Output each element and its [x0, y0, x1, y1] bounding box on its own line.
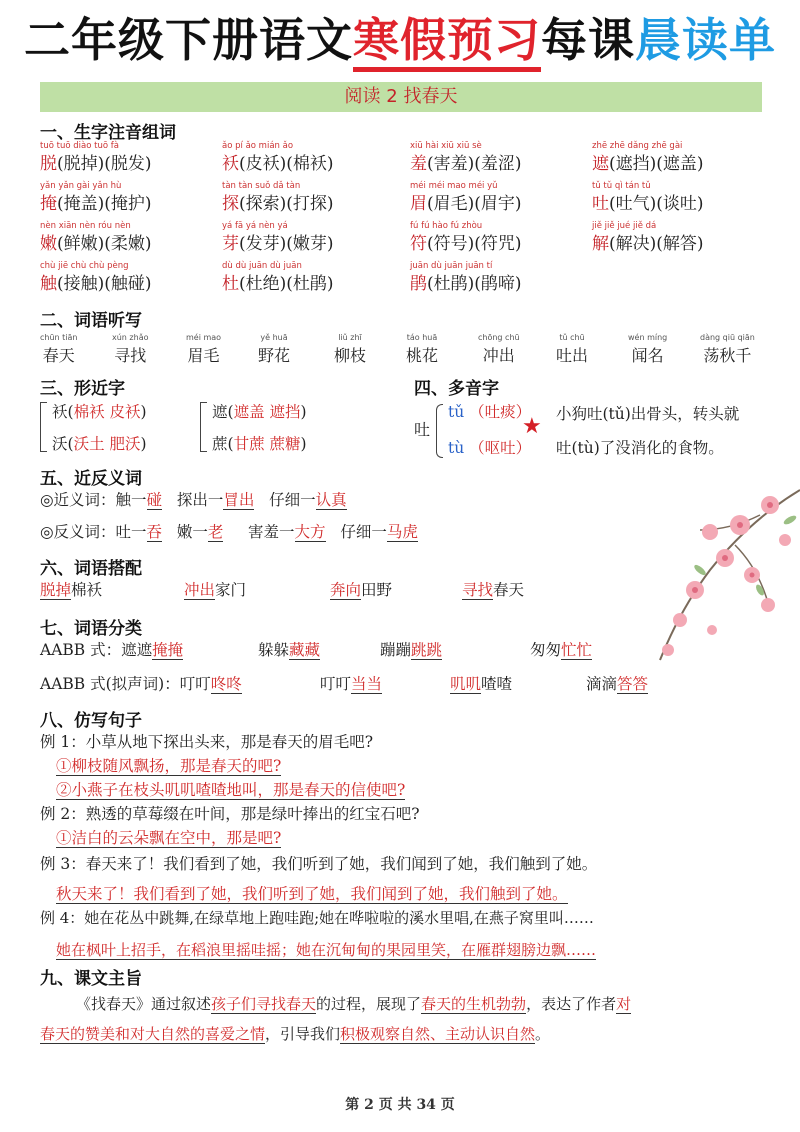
pinyin-label: méi mao — [186, 333, 222, 342]
word-pair: (探索)(打探) — [239, 194, 334, 214]
section-heading-theme: 九、课文主旨 — [40, 969, 142, 989]
dictation-word-text: 荡秋千 — [703, 346, 752, 365]
head-character: 嫩 — [40, 234, 57, 254]
classify-row-1: AABB 式：遮遮掩掩 — [40, 641, 184, 659]
answer-sentence: 秋天来了！我们看到了她，我们听到了她，我们闻到了她，我们触到了她。 — [56, 885, 568, 903]
pinyin-label: xiū hài xiū xiū sè — [410, 141, 482, 151]
dictation-word-text: 闻名 — [631, 346, 664, 365]
pinyin-label: ǎo pí ǎo mián ǎo — [222, 141, 294, 151]
pinyin-label: dù dù juān dù juān — [222, 261, 302, 271]
character-entry — [222, 140, 412, 176]
classify-item: 蹦蹦跳跳 — [380, 641, 443, 659]
section-heading-dictation: 二、词语听写 — [40, 311, 142, 331]
head-character: 杜 — [222, 274, 239, 294]
similar-word-row: 沃(沃土 肥沃) — [52, 435, 147, 453]
pinyin-label: juān dù juān juān tí — [410, 261, 493, 271]
pinyin-label: xún zhǎo — [112, 333, 149, 342]
pinyin-label: zhē zhē dǎng zhē gài — [592, 141, 683, 151]
pinyin-label: jiě jiě jué jiě dá — [592, 221, 657, 231]
head-character: 袄 — [222, 154, 239, 174]
character-entry — [222, 180, 412, 216]
word-pair: (鲜嫩)(柔嫩) — [57, 234, 152, 254]
character-entry — [592, 180, 782, 216]
word-pair: (解决)(解答) — [609, 234, 704, 254]
character-words — [40, 192, 230, 216]
polyphone-brace — [436, 404, 443, 458]
word-pair: (杜绝)(杜鹃) — [239, 274, 334, 294]
pinyin-label: liǔ zhī — [338, 333, 362, 342]
pinyin-label: dàng qiū qiān — [700, 333, 755, 342]
head-character: 遮 — [592, 154, 609, 174]
head-character: 鹃 — [410, 274, 427, 294]
word-pair: (杜鹃)(鹃啼) — [427, 274, 522, 294]
classify-item: 匆匆忙忙 — [530, 641, 593, 659]
polyphone-reading-2: tù （呕吐） — [448, 439, 532, 457]
example-sentence-2: 例 2：熟透的草莓缀在叶间，那是绿叶捧出的红宝石吧? — [40, 805, 420, 823]
page-title — [0, 8, 800, 72]
head-character: 触 — [40, 274, 57, 294]
section-heading-similar: 三、形近字 — [40, 379, 125, 399]
title-part-preview: 寒假预习 — [353, 13, 541, 72]
polyphone-sentence-1: 小狗吐(tǔ)出骨头，转头就 — [556, 405, 740, 423]
character-words — [222, 272, 412, 296]
pinyin-label: tǔ chū — [559, 333, 585, 342]
word-pair: (脱掉)(脱发) — [57, 154, 152, 174]
pinyin-label: yǎn yǎn gài yǎn hù — [40, 181, 122, 191]
similar-word-row: 遮(遮盖 遮挡) — [212, 403, 307, 421]
pinyin-label: fú fú hào fú zhòu — [410, 221, 483, 231]
head-character: 眉 — [410, 194, 427, 214]
head-character: 探 — [222, 194, 239, 214]
character-entry — [40, 260, 230, 296]
character-words — [592, 152, 782, 176]
answer-sentence: ①柳枝随风飘扬，那是春天的吧? — [56, 757, 282, 775]
collocation-item: 脱掉棉袄 — [40, 581, 103, 599]
pinyin-label: chūn tiān — [40, 333, 78, 342]
title-part-grade: 二年级下册语文 — [24, 13, 353, 67]
character-entry — [410, 260, 600, 296]
dictation-word — [478, 332, 520, 368]
section-heading-characters: 一、生字注音组词 — [40, 123, 176, 143]
head-character: 羞 — [410, 154, 427, 174]
character-words — [222, 232, 412, 256]
character-entry — [410, 180, 600, 216]
character-entry — [222, 220, 412, 256]
antonym-row: ◎反义词：吐一吞 嫩一老 害羞一大方 仔细一马虎 — [40, 523, 418, 541]
polyphone-char: 吐 — [414, 420, 431, 439]
dictation-word — [700, 332, 755, 368]
dictation-word-text: 柳枝 — [334, 346, 367, 365]
example-sentence-3: 例 3：春天来了！我们看到了她，我们听到了她，我们闻到了她，我们触到了她。 — [40, 855, 598, 873]
character-entry — [410, 220, 600, 256]
character-words — [222, 192, 412, 216]
word-pair: (发芽)(嫩芽) — [239, 234, 334, 254]
pinyin-label: tǔ tǔ qì tán tǔ — [592, 181, 651, 191]
answer-sentence: ①洁白的云朵飘在空中，那是吧? — [56, 829, 282, 847]
collocation-item: 寻找春天 — [462, 581, 525, 599]
head-character: 符 — [410, 234, 427, 254]
dictation-word — [334, 332, 366, 368]
classify-item: 叽叽喳喳 — [450, 675, 513, 693]
polyphone-sentence-2: 吐(tù)了没消化的食物。 — [556, 439, 724, 457]
word-pair: (掩盖)(掩护) — [57, 194, 152, 214]
word-pair: (皮袄)(棉袄) — [239, 154, 334, 174]
example-sentence-4: 例 4：她在花丛中跳舞,在绿草地上跑哇跑;她在哗啦啦的溪水里唱,在燕子窝里叫…… — [40, 909, 594, 927]
character-entry — [410, 140, 600, 176]
dictation-word-text: 眉毛 — [187, 346, 220, 365]
character-words — [592, 232, 782, 256]
dictation-word — [112, 332, 148, 368]
pinyin-label: méi méi mao méi yǔ — [410, 181, 498, 191]
classify-item: 叮叮当当 — [320, 675, 383, 693]
bracket-group1 — [40, 402, 47, 452]
answer-sentence: 她在枫叶上招手，在稻浪里摇哇摇；她在沉甸甸的果园里笑，在雁群翅膀边飘…… — [56, 941, 597, 959]
star-icon: ★ — [522, 414, 542, 439]
character-entry — [40, 140, 230, 176]
theme-line-2: 春天的赞美和对大自然的喜爱之情，引导我们积极观察自然、主动认识自然。 — [40, 1025, 551, 1043]
dictation-word — [628, 332, 667, 368]
collocation-item: 奔向田野 — [330, 581, 393, 599]
example-sentence-1: 例 1：小草从地下探出头来，那是春天的眉毛吧? — [40, 733, 374, 751]
word-pair: (吐气)(谈吐) — [609, 194, 704, 214]
lesson-banner: 阅读 2 找春天 — [40, 82, 762, 112]
word-pair: (害羞)(羞涩) — [427, 154, 522, 174]
character-entry — [222, 260, 412, 296]
title-part-lesson: 每课 — [541, 13, 635, 67]
section-heading-imitate: 八、仿写句子 — [40, 711, 142, 731]
dictation-word-text: 桃花 — [406, 346, 439, 365]
pinyin-label: wén míng — [628, 333, 668, 342]
character-words — [40, 272, 230, 296]
similar-word-row: 蔗(甘蔗 蔗糖) — [212, 435, 307, 453]
pinyin-label: nèn xiān nèn róu nèn — [40, 221, 131, 231]
dictation-word-text: 野花 — [258, 346, 291, 365]
blossom-decoration-icon — [640, 480, 800, 680]
section-heading-classify: 七、词语分类 — [40, 619, 142, 639]
pinyin-label: táo huā — [406, 333, 438, 342]
dictation-word — [40, 332, 77, 368]
character-entry — [592, 140, 782, 176]
head-character: 芽 — [222, 234, 239, 254]
synonym-row: ◎近义词：触一碰 探出一冒出 仔细一认真 — [40, 491, 347, 509]
dictation-word-text: 春天 — [42, 346, 75, 365]
similar-word-row: 袄(棉袄 皮袄) — [52, 403, 147, 421]
answer-sentence: ②小燕子在枝头叽叽喳喳地叫，那是春天的信使吧? — [56, 781, 406, 799]
character-words — [40, 152, 230, 176]
word-pair: (接触)(触碰) — [57, 274, 152, 294]
character-entry — [40, 220, 230, 256]
pinyin-label: yě huā — [260, 333, 288, 342]
classify-item: 滴滴答答 — [586, 675, 649, 693]
section-heading-synonyms: 五、近反义词 — [40, 469, 142, 489]
character-words — [40, 232, 230, 256]
word-pair: (遮挡)(遮盖) — [609, 154, 704, 174]
collocation-item: 冲出家门 — [184, 581, 247, 599]
dictation-word — [406, 332, 438, 368]
character-words — [410, 272, 600, 296]
dictation-word — [556, 332, 588, 368]
character-words — [410, 152, 600, 176]
dictation-word — [258, 332, 290, 368]
section-heading-collocation: 六、词语搭配 — [40, 559, 142, 579]
dictation-word-text: 吐出 — [556, 346, 589, 365]
polyphone-reading-1: tǔ （吐痰） — [448, 403, 532, 421]
character-words — [410, 232, 600, 256]
head-character: 吐 — [592, 194, 609, 214]
word-pair: (符号)(符咒) — [427, 234, 522, 254]
page-footer: 第 2 页 共 34 页 — [345, 1097, 455, 1113]
character-words — [410, 192, 600, 216]
classify-item: 躲躲藏藏 — [258, 641, 321, 659]
head-character: 解 — [592, 234, 609, 254]
head-character: 脱 — [40, 154, 57, 174]
pinyin-label: tuō tuō diào tuō fà — [40, 141, 119, 151]
pinyin-label: chù jiē chù chù pèng — [40, 261, 129, 271]
classify-row-2: AABB 式(拟声词)：叮叮咚咚 — [40, 675, 242, 693]
word-pair: (眉毛)(眉宇) — [427, 194, 522, 214]
section-heading-polyphone: 四、多音字 — [414, 379, 499, 399]
dictation-word-text: 冲出 — [482, 346, 515, 365]
character-words — [222, 152, 412, 176]
character-words — [592, 192, 782, 216]
title-part-reading: 晨读单 — [635, 13, 776, 67]
theme-line-1: 《找春天》通过叙述孩子们寻找春天的过程，展现了春天的生机勃勃，表达了作者对 — [76, 995, 632, 1013]
pinyin-label: chōng chū — [478, 333, 520, 342]
pinyin-label: yá fā yá nèn yá — [222, 221, 288, 231]
head-character: 掩 — [40, 194, 57, 214]
character-entry — [40, 180, 230, 216]
character-entry — [592, 220, 782, 256]
bracket-group2 — [200, 402, 207, 452]
dictation-word-text: 寻找 — [114, 346, 147, 365]
pinyin-label: tàn tàn suǒ dǎ tàn — [222, 181, 301, 191]
dictation-word — [186, 332, 221, 368]
